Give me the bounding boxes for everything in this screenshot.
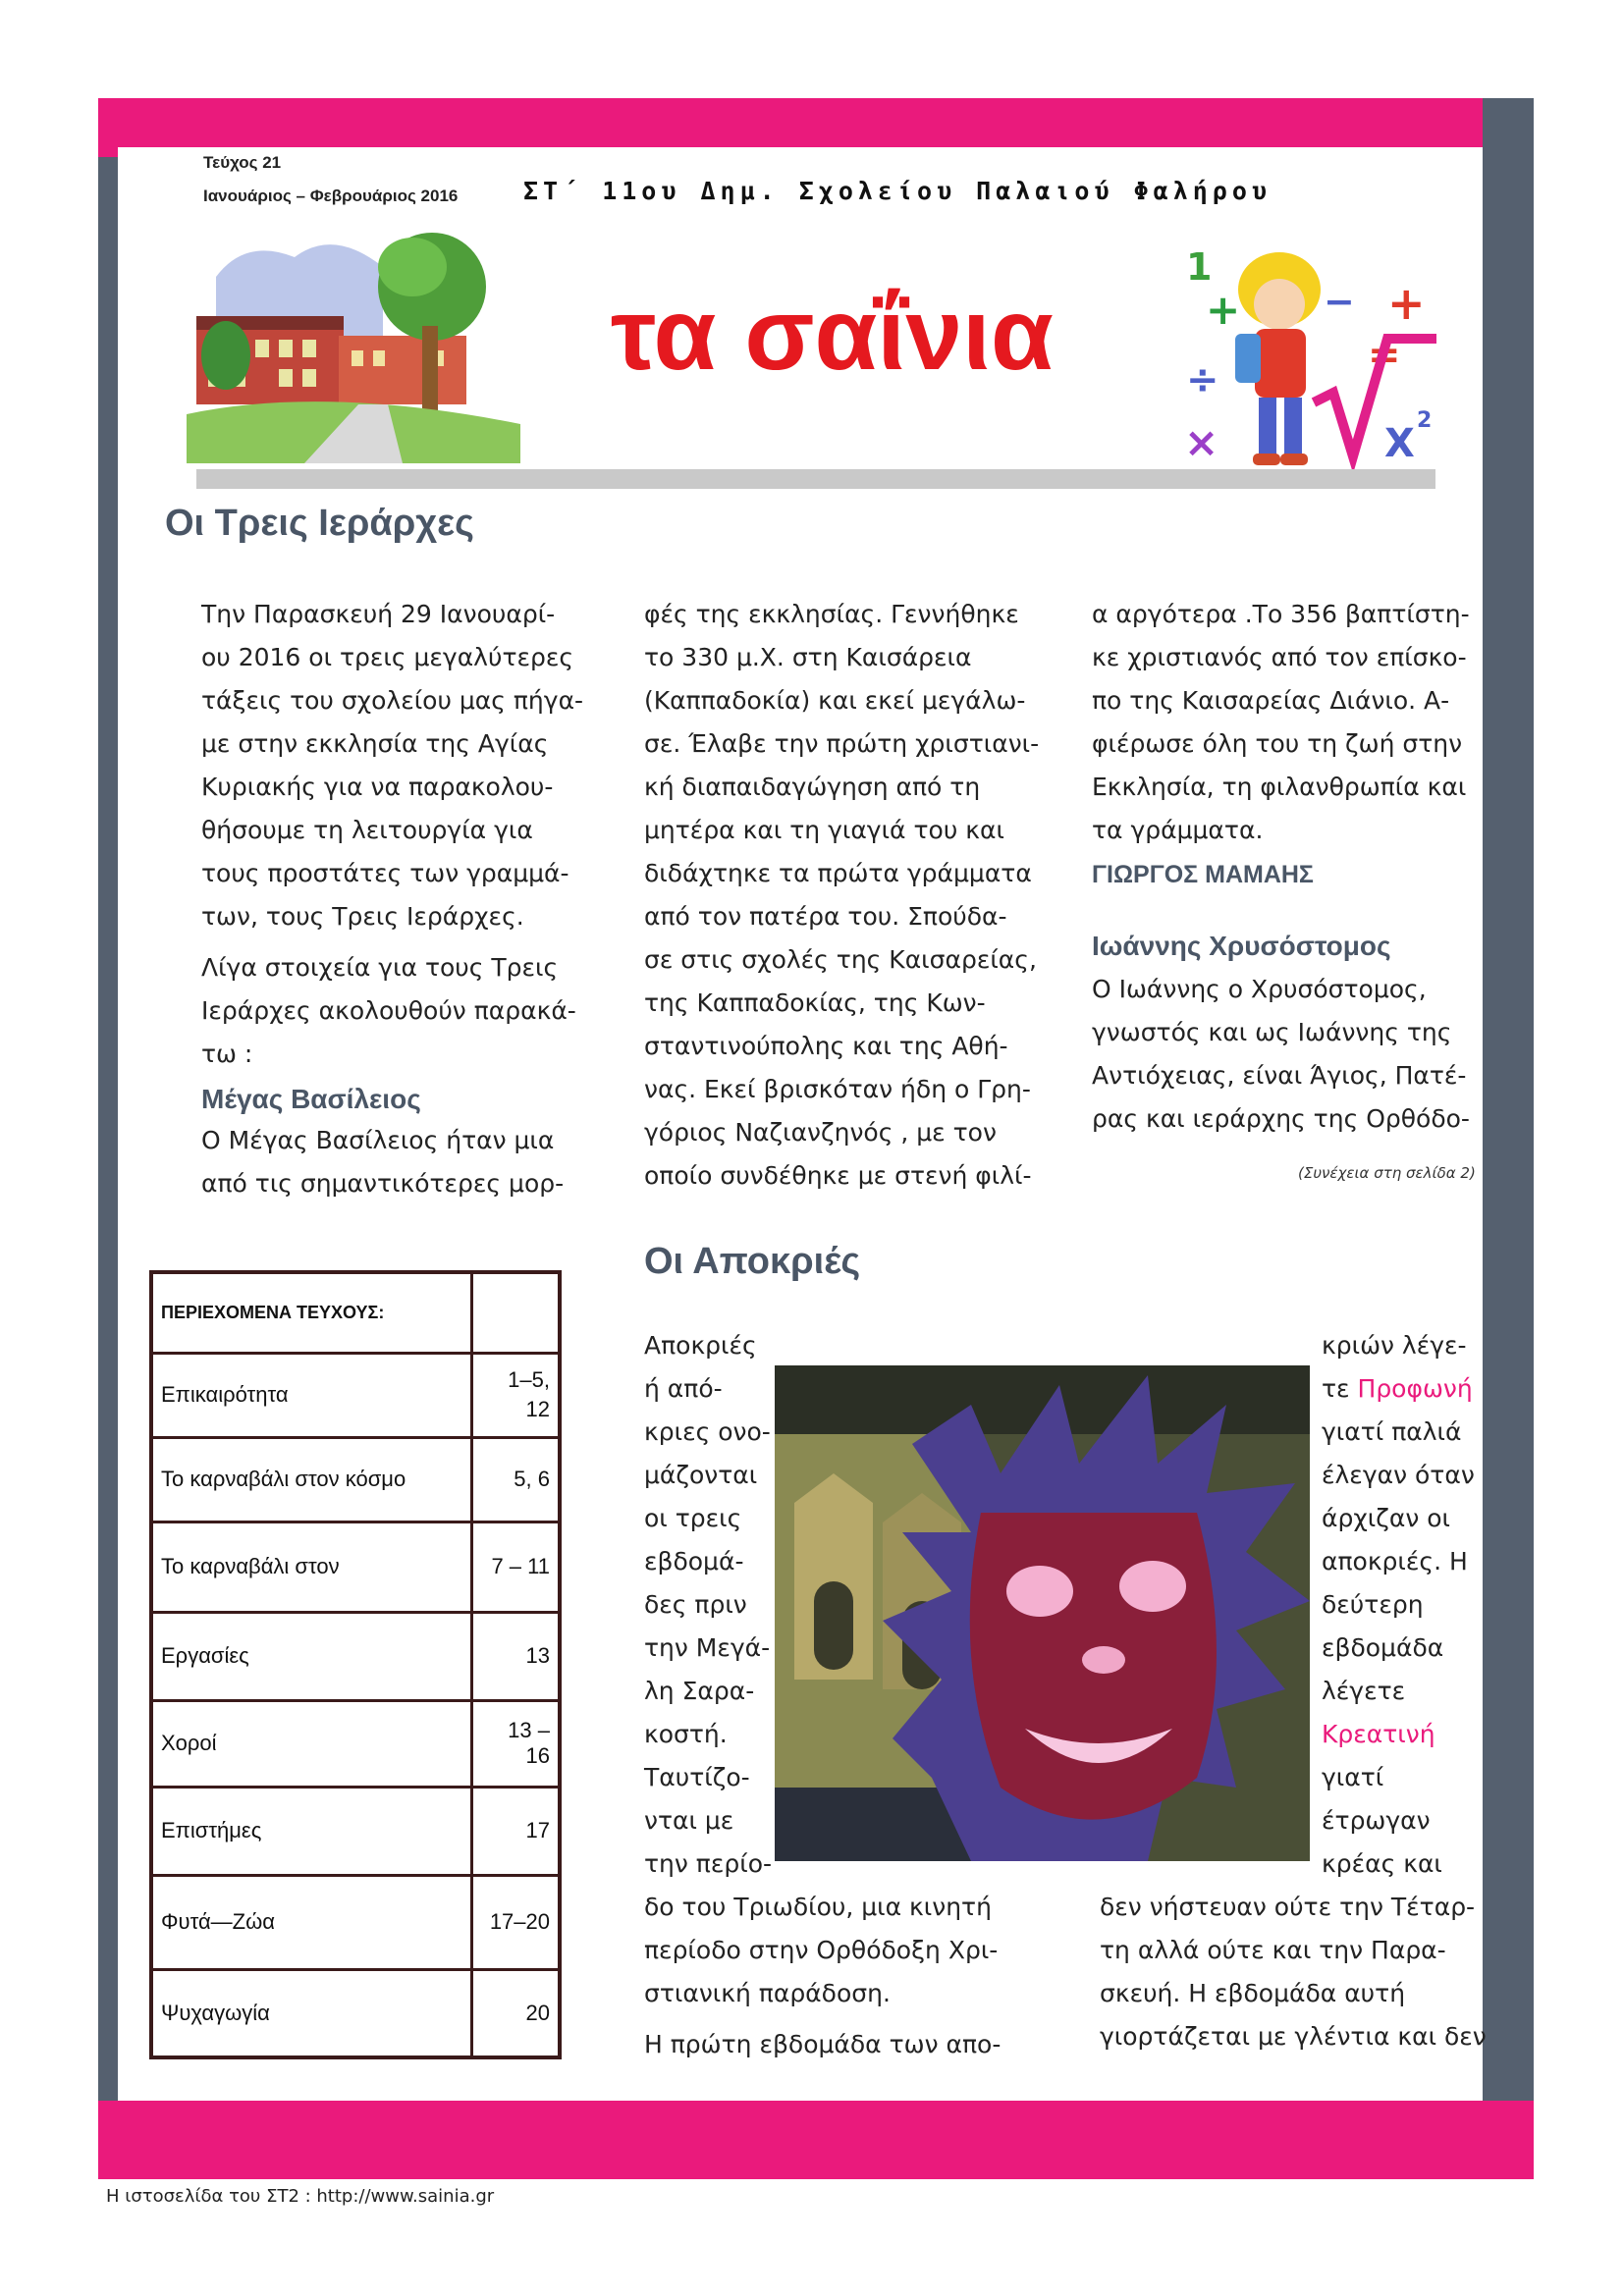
text-line: λη Σαρα-: [644, 1677, 755, 1705]
text-line: φιέρωσε όλη του τη ζωή στην: [1092, 729, 1463, 758]
text-line: νας. Εκεί βρισκόταν ήδη ο Γρη-: [644, 1075, 1031, 1103]
paragraph: [201, 593, 583, 938]
article-heading-carnival: Οι Αποκριές: [644, 1241, 861, 1282]
table-cell: 20: [472, 1969, 561, 2057]
text-line: των, τους Τρεις Ιεράρχες.: [201, 902, 524, 931]
issue-number: Τεύχος 21: [203, 153, 282, 172]
subheading-ioannis-chrysostomos: Ιωάννης Χρυσόστομος: [1092, 931, 1391, 961]
author-signature: ΓΙΩΡΓΟΣ ΜΑΜΑΗΣ: [1092, 861, 1314, 888]
text-line: από τις σημαντικότερες μορ-: [201, 1169, 565, 1198]
text-line: τω :: [201, 1040, 253, 1068]
text-line: δες πριν: [644, 1590, 747, 1619]
text-line: δο του Τριωδίου, μια κινητή: [644, 1893, 992, 1921]
article1-column-3: [1092, 593, 1470, 1141]
text-line: Ο Ιωάννης ο Χρυσόστομος,: [1092, 975, 1427, 1003]
table-row: [151, 1522, 560, 1612]
table-row: [151, 1787, 560, 1875]
paragraph: [201, 1119, 583, 1205]
text-line: κοστή.: [644, 1720, 728, 1748]
school-illustration: [187, 218, 530, 463]
text-line: οποίο συνδέθηκε με στενή φιλί-: [644, 1161, 1032, 1190]
text-line: γιατί: [1322, 1763, 1384, 1791]
text-line: Κυριακής για να παρακολου-: [201, 773, 554, 801]
text-line: της Καππαδοκίας, της Κων-: [644, 988, 986, 1017]
text-line: έτρωγαν: [1322, 1806, 1431, 1835]
table-cell: Επιστήμες: [151, 1787, 472, 1875]
svg-text:÷: ÷: [1186, 357, 1219, 402]
text-line: Λίγα στοιχεία για τους Τρεις: [201, 953, 559, 982]
contents-header: ΠΕΡΙΕΧΟΜΕΝΑ ΤΕΥΧΟΥΣ:: [151, 1272, 472, 1353]
text-line: περίοδο στην Ορθόδοξη Χρι-: [644, 1936, 999, 1964]
text-line: εβδομάδα: [1322, 1633, 1444, 1662]
header-divider: [196, 469, 1435, 489]
text-line: Εκκλησία, τη φιλανθρωπία και: [1092, 773, 1467, 801]
table-cell: [472, 1272, 561, 1353]
highlight-kreatini: Κρεατινή: [1322, 1720, 1435, 1748]
text-line: κε χριστιανός από τον επίσκο-: [1092, 643, 1467, 671]
text-line: λέγετε: [1322, 1677, 1406, 1705]
text-line: Ταυτίζο-: [644, 1763, 750, 1791]
text-line: μητέρα και τη γιαγιά του και: [644, 816, 1004, 844]
text-line: το 330 μ.Χ. στη Καισάρεια: [644, 643, 972, 671]
text-line: Την Παρασκευή 29 Ιανουαρί-: [201, 600, 556, 628]
text-line: (Καππαδοκία) και εκεί μεγάλω-: [644, 686, 1026, 715]
text-line: στιανική παράδοση.: [644, 1979, 891, 2007]
contents-table: [149, 1270, 562, 2059]
text-line: Ιεράρχες ακολουθούν παρακά-: [201, 996, 576, 1025]
text-line: Αποκριές: [644, 1331, 757, 1360]
school-name: ΣΤ΄ 11ου Δημ. Σχολείου Παλαιού Φαλήρου: [523, 177, 1272, 205]
table-cell: Χοροί: [151, 1700, 472, 1787]
text-line: αποκριές. Η: [1322, 1547, 1468, 1575]
article-heading-three-hierarchs: Οι Τρεις Ιεράρχες: [165, 503, 474, 544]
text-line: ρας και ιεράρχης της Ορθόδο-: [1092, 1104, 1470, 1133]
text-line: εβδομά-: [644, 1547, 744, 1575]
text-line: φές της εκκλησίας. Γεννήθηκε: [644, 600, 1019, 628]
article1-column-1: [201, 593, 583, 1205]
text-line: α αργότερα .Το 356 βαπτίστη-: [1092, 600, 1470, 628]
table-cell: 13 – 16: [472, 1700, 561, 1787]
carnival-mask-photo: [775, 1365, 1310, 1861]
svg-text:−: −: [1324, 280, 1355, 323]
text-line: την περίο-: [644, 1849, 773, 1878]
text-line: άρχιζαν οι: [1322, 1504, 1450, 1532]
text-line: έλεγαν όταν: [1322, 1461, 1475, 1489]
table-cell: Εργασίες: [151, 1612, 472, 1700]
table-row: [151, 1969, 560, 2057]
text-line: με στην εκκλησία της Αγίας: [201, 729, 549, 758]
footer-website-note: Η ιστοσελίδα του ΣΤ2 : http://www.sainia.gr: [106, 2186, 495, 2207]
highlight-profoni: Προφωνή: [1357, 1374, 1473, 1403]
article2-right-wide-column: [1100, 1886, 1487, 2058]
text-line: γιατί παλιά: [1322, 1417, 1462, 1446]
text-fragment: τε: [1322, 1374, 1358, 1403]
text-line: Αντιόχειας, είναι Άγιος, Πατέ-: [1092, 1061, 1467, 1090]
table-cell: 5, 6: [472, 1437, 561, 1522]
text-line: γιορτάζεται με γλέντια και δεν: [1100, 2022, 1487, 2051]
svg-text:×: ×: [1184, 418, 1219, 466]
svg-text:2: 2: [1417, 408, 1433, 433]
text-line: οι τρεις: [644, 1504, 742, 1532]
text-line: κή διαπαιδαγώγηση από τη: [644, 773, 981, 801]
text-line: δεύτερη: [1322, 1590, 1424, 1619]
text-line: κριών λέγε-: [1322, 1331, 1467, 1360]
table-cell: Το καρναβάλι στον: [151, 1522, 472, 1612]
text-line: ή από-: [644, 1374, 723, 1403]
math-kid-illustration: [1176, 236, 1441, 471]
text-line: μάζονται: [644, 1461, 758, 1489]
article1-column-2: [644, 593, 1039, 1198]
text-line: δεν νήστευαν ούτε την Τέταρ-: [1100, 1893, 1476, 1921]
table-cell: 13: [472, 1612, 561, 1700]
newsletter-title: τα σαΐνια: [611, 278, 1054, 392]
table-cell: 7 – 11: [472, 1522, 561, 1612]
text-line: διδάχτηκε τα πρώτα γράμματα: [644, 859, 1032, 887]
text-line: σκευή. Η εβδομάδα αυτή: [1100, 1979, 1406, 2007]
table-cell: Ψυχαγωγία: [151, 1969, 472, 2057]
table-cell: Επικαιρότητα: [151, 1353, 472, 1437]
article2-right-narrow-column: [1322, 1324, 1475, 1886]
text-line: σταντινούπολης και της Αθή-: [644, 1032, 1008, 1060]
text-line: σε στις σχολές της Καισαρείας,: [644, 945, 1037, 974]
table-cell: Το καρναβάλι στον κόσμο: [151, 1437, 472, 1522]
frame-bottom-bar: [98, 2101, 1534, 2179]
svg-text:1: 1: [1186, 245, 1213, 289]
frame-right-bar: [1483, 98, 1534, 2179]
table-row: [151, 1437, 560, 1522]
text-line: γνωστός και ως Ιωάννης της: [1092, 1018, 1452, 1046]
table-row: [151, 1700, 560, 1787]
text-line: θήσουμε τη λειτουργία για: [201, 816, 533, 844]
text-line: από τον πατέρα του. Σπούδα-: [644, 902, 1007, 931]
table-cell: Φυτά—Ζώα: [151, 1875, 472, 1969]
text-line: πο της Καισαρείας Διάνιο. Α-: [1092, 686, 1450, 715]
text-line: γόριος Ναζιανζηνός , με τον: [644, 1118, 997, 1147]
table-cell: 17–20: [472, 1875, 561, 1969]
text-line: τα γράμματα.: [1092, 816, 1264, 844]
text-line: ου 2016 οι τρεις μεγαλύτερες: [201, 643, 574, 671]
text-line: τη αλλά ούτε και την Παρα-: [1100, 1936, 1446, 1964]
subheading-megas-vasileios: Μέγας Βασίλειος: [201, 1084, 421, 1114]
text-line: σε. Έλαβε την πρώτη χριστιανι-: [644, 729, 1040, 758]
paragraph: [201, 946, 583, 1076]
text-line: νται με: [644, 1806, 734, 1835]
table-header-row: [151, 1272, 560, 1353]
continued-note: (Συνέχεια στη σελίδα 2): [1298, 1164, 1476, 1182]
table-row: [151, 1353, 560, 1437]
text-line: κριες ονο-: [644, 1417, 771, 1446]
svg-text:+: +: [1206, 286, 1241, 334]
table-cell: 17: [472, 1787, 561, 1875]
svg-text:+: +: [1387, 277, 1426, 330]
svg-text:=: =: [1368, 333, 1401, 378]
text-line: [1322, 1367, 1475, 1411]
text-line: τάξεις του σχολείου μας πήγα-: [201, 686, 584, 715]
text-line: Η πρώτη εβδομάδα των απο-: [644, 2030, 1001, 2058]
text-line: Ο Μέγας Βασίλειος ήταν μια: [201, 1126, 555, 1154]
text-line: τους προστάτες των γραμμά-: [201, 859, 569, 887]
text-line: την Μεγά-: [644, 1633, 771, 1662]
table-cell: 1–5, 12: [472, 1353, 561, 1437]
text-line: κρέας και: [1322, 1849, 1442, 1878]
issue-date: Ιανουάριος – Φεβρουάριος 2016: [203, 187, 459, 205]
table-row: [151, 1875, 560, 1969]
table-row: [151, 1612, 560, 1700]
svg-text:X: X: [1384, 421, 1415, 466]
